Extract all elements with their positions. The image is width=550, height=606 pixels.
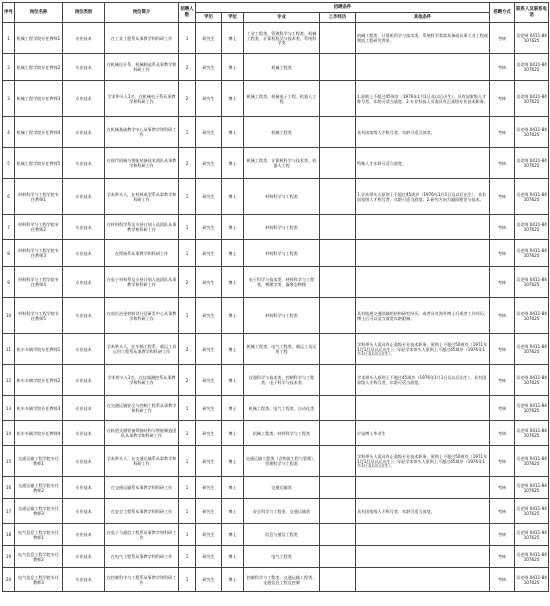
header-name: 岗位名称: [15, 3, 63, 23]
cell-education: 研究生: [196, 215, 222, 240]
cell-seq: 14: [3, 421, 15, 446]
cell-education: 研究生: [196, 148, 222, 179]
cell-contact: 吴老师 0411-84107625: [515, 365, 549, 396]
cell-other: [356, 267, 490, 298]
table-row: [3, 524, 549, 546]
cell-contact: 吴老师 0411-84107625: [515, 421, 549, 446]
cell-degree: 博士: [222, 267, 244, 298]
cell-method: 考核: [490, 23, 515, 54]
cell-seq: 9: [3, 267, 15, 298]
cell-method: 考核: [490, 421, 515, 446]
cell-intro: 在工业工程系从事教学和科研工作: [105, 23, 179, 54]
header-major: 专业: [244, 13, 320, 23]
cell-experience: [320, 334, 356, 365]
cell-method: 考核: [490, 568, 515, 592]
table-row: [3, 298, 549, 334]
cell-degree: 博士: [222, 179, 244, 215]
cell-other: 具有国家级人才称号者，年龄可适当放宽。: [356, 117, 490, 148]
cell-major: 机械工程类、计算机科学与技术类、机器人工程: [244, 148, 320, 179]
cell-contact: 吴老师 0411-84107625: [515, 334, 549, 365]
cell-other: 机械工程类、计算机科学与技术类、系统科学类需具备或从事工业工程或物流工程研究背景。: [356, 23, 490, 54]
cell-seq: 19: [3, 546, 15, 568]
cell-position-name: 机械工程学院专任教师2: [15, 54, 63, 81]
table-row: [3, 179, 549, 215]
cell-position-name: 材料科学与工程学院专任教师4: [15, 267, 63, 298]
cell-major: 材料科学与工程类: [244, 298, 320, 334]
cell-seq: 15: [3, 446, 15, 477]
cell-seq: 3: [3, 81, 15, 117]
cell-degree: 博士: [222, 477, 244, 499]
cell-method: 考核: [490, 546, 515, 568]
cell-position-name: 机械工程学院专任教师3: [15, 81, 63, 117]
cell-method: 考核: [490, 179, 515, 215]
cell-intro: 在交通运输安全与控制工程系从事教学和科研工作: [105, 396, 179, 421]
cell-category: 专业技术: [63, 267, 105, 298]
cell-major: 机械工程类: [244, 54, 320, 81]
cell-major: 电子科学与技术类、材料科学与工程类、物理学类、凝聚态物理: [244, 267, 320, 298]
table-row: [3, 446, 549, 477]
header-conditions: 招聘条件: [196, 3, 490, 13]
table-row: [3, 568, 549, 592]
cell-experience: [320, 477, 356, 499]
cell-seq: 20: [3, 568, 15, 592]
cell-major: 安全科学与工程类、交通运输类: [244, 499, 320, 524]
cell-education: 研究生: [196, 179, 222, 215]
cell-seq: 6: [3, 179, 15, 215]
cell-seq: 17: [3, 499, 15, 524]
cell-major: 机械工程类、电气工程类、自动化类: [244, 396, 320, 421]
cell-count: 1: [179, 215, 196, 240]
cell-degree: 博士: [222, 499, 244, 524]
cell-major: 控制科学与工程类、交通运输工程类、交通信息工程及控制: [244, 568, 320, 592]
cell-education: 研究生: [196, 499, 222, 524]
cell-position-name: 电气信息工程学院专任教师3: [15, 568, 63, 592]
cell-method: 考核: [490, 215, 515, 240]
cell-experience: [320, 298, 356, 334]
cell-degree: 博士: [222, 396, 244, 421]
cell-education: 研究生: [196, 421, 222, 446]
cell-education: 研究生: [196, 365, 222, 396]
cell-degree: 博士: [222, 23, 244, 54]
cell-intro: 在焊接系从事教学和科研工作: [105, 240, 179, 267]
cell-degree: 博士: [222, 215, 244, 240]
header-method: 招聘方式: [490, 3, 515, 23]
cell-education: 研究生: [196, 23, 222, 54]
cell-education: 研究生: [196, 334, 222, 365]
table-body: [3, 23, 549, 592]
cell-category: 专业技术: [63, 215, 105, 240]
cell-contact: 吴老师 0411-84107625: [515, 148, 549, 179]
cell-degree: 博士: [222, 298, 244, 334]
cell-method: 考核: [490, 298, 515, 334]
cell-intro: 在交通运输系从事教学和科研工作: [105, 477, 179, 499]
cell-seq: 18: [3, 524, 15, 546]
header-seq: 序号: [3, 3, 15, 23]
cell-seq: 11: [3, 334, 15, 365]
cell-position-name: 材料科学与工程学院专任教师3: [15, 240, 63, 267]
cell-intro: 在机械基础教学中心从事教学和科研工作: [105, 117, 179, 148]
cell-other: 1.学术带头人原则上不超过45周岁（1976年1月1日及以后出生），具有国家级人才称号者，年龄可适当放宽；2.研究方向为凝固理论与技术。: [356, 179, 490, 215]
cell-experience: [320, 54, 356, 81]
cell-count: 2: [179, 54, 196, 81]
cell-category: 专业技术: [63, 568, 105, 592]
cell-experience: [320, 81, 356, 117]
cell-count: 2: [179, 148, 196, 179]
cell-count: 1: [179, 240, 196, 267]
cell-other: [356, 568, 490, 592]
cell-contact: 吴老师 0411-84107625: [515, 396, 549, 421]
table-row: [3, 477, 549, 499]
table-row: [3, 215, 549, 240]
cell-category: 专业技术: [63, 23, 105, 54]
cell-count: 1: [179, 298, 196, 334]
cell-category: 专业技术: [63, 54, 105, 81]
cell-intro: 学术带头人1名、在机械电子系从事教学和科研工作: [105, 81, 179, 117]
cell-seq: 12: [3, 365, 15, 396]
table-row: [3, 148, 549, 179]
cell-count: 1: [179, 524, 196, 546]
cell-contact: 吴老师 0411-84107625: [515, 499, 549, 524]
cell-category: 专业技术: [63, 148, 105, 179]
cell-education: 研究生: [196, 54, 222, 81]
cell-count: 2: [179, 334, 196, 365]
cell-intro: 在轨道交通装备焊接结构与智能制造团队从事教学和科研工作: [105, 421, 179, 446]
cell-position-name: 机车车辆学院专任教师3: [15, 396, 63, 421]
cell-count: 1: [179, 446, 196, 477]
cell-count: 1: [179, 421, 196, 446]
cell-position-name: 材料科学与工程学院专任教师2: [15, 215, 63, 240]
cell-seq: 10: [3, 298, 15, 334]
cell-education: 研究生: [196, 477, 222, 499]
cell-category: 专业技术: [63, 117, 105, 148]
cell-education: 研究生: [196, 117, 222, 148]
cell-seq: 16: [3, 477, 15, 499]
cell-experience: [320, 148, 356, 179]
cell-experience: [320, 446, 356, 477]
cell-experience: [320, 23, 356, 54]
cell-degree: 博士: [222, 568, 244, 592]
cell-degree: 博士: [222, 148, 244, 179]
cell-experience: [320, 568, 356, 592]
cell-category: 专业技术: [63, 524, 105, 546]
cell-position-name: 材料科学与工程学院专任教师1: [15, 179, 63, 215]
cell-intro: 学术带头人，在车辆工程系、载运工具运用工程系从事教学和科研工作: [105, 334, 179, 365]
cell-other: 学科带头人需具有正高级专业技术职务，原则上不超过50周岁（1971年1月1日及以后出生）；年轻学术带头人原则上不超过45周岁（1976年1月1日及以后出生）。: [356, 446, 490, 477]
table-row: [3, 267, 549, 298]
cell-intro: 学术带头人、在交通运输系从事教学和科研工作: [105, 446, 179, 477]
cell-contact: 吴老师 0411-84107625: [515, 81, 549, 117]
cell-other: 学科带头人需具有正高级专业技术职务，原则上不超过50周岁（1971年1月1日及以后出生）；年轻学术带头人原则上不超过45周岁（1976年1月1日及以后出生）。: [356, 334, 490, 365]
header-education: 学历: [196, 13, 222, 23]
header-category: 岗位类别: [63, 3, 105, 23]
cell-method: 考核: [490, 148, 515, 179]
table-row: [3, 546, 549, 568]
cell-intro: 在电子材料系及支持计划人选团队从事教学和科研工作: [105, 267, 179, 298]
cell-major: 机械工程类、材料科学与工程类: [244, 421, 320, 446]
cell-contact: 吴老师 0411-84107625: [515, 546, 549, 568]
cell-other: 应届博士毕业生: [356, 421, 490, 446]
cell-count: 1: [179, 499, 196, 524]
cell-contact: 吴老师 0411-84107625: [515, 524, 549, 546]
cell-degree: 博士: [222, 446, 244, 477]
cell-experience: [320, 365, 356, 396]
cell-experience: [320, 240, 356, 267]
cell-other: [356, 524, 490, 546]
header-experience: 工作经历: [320, 13, 356, 23]
cell-major: 机械工程类、电气工程类、载运工具运用工程: [244, 334, 320, 365]
cell-degree: 博士: [222, 524, 244, 546]
cell-intro: 在现代机械与智能装备技术团队从事教学和科研工作: [105, 148, 179, 179]
cell-other: 具有轨道交通领域的材料研究经历，或者具有海外博士后或者工作经历，博士后可以适当放宽年龄限制。: [356, 298, 490, 334]
cell-experience: [320, 421, 356, 446]
cell-position-name: 电气信息工程学院专任教师1: [15, 524, 63, 546]
cell-position-name: 机车车辆学院专任教师2: [15, 365, 63, 396]
recruitment-table: [2, 2, 549, 592]
cell-method: 考核: [490, 396, 515, 421]
table-row: [3, 81, 549, 117]
cell-experience: [320, 117, 356, 148]
cell-major: 仪器科学与技术类、控制科学与工程类、电子科学与技术类: [244, 365, 320, 396]
cell-position-name: 交通运输工程学院专任教师1: [15, 446, 63, 477]
cell-experience: [320, 499, 356, 524]
cell-major: 信息与通信工程类: [244, 524, 320, 546]
cell-major: 材料科学与工程类: [244, 179, 320, 215]
cell-category: 专业技术: [63, 240, 105, 267]
cell-intro: 在控制科学与工程系从事教学和科研工作: [105, 568, 179, 592]
cell-experience: [320, 179, 356, 215]
cell-intro: 学术带头人1名、在仪器测控系从事教学和科研工作: [105, 365, 179, 396]
cell-education: 研究生: [196, 546, 222, 568]
header-contact: 联系人及联系电话: [515, 3, 549, 23]
cell-category: 专业技术: [63, 421, 105, 446]
cell-major: 材料科学与工程类: [244, 240, 320, 267]
cell-contact: 吴老师 0411-84107625: [515, 117, 549, 148]
cell-degree: 博士: [222, 117, 244, 148]
cell-method: 考核: [490, 240, 515, 267]
cell-education: 研究生: [196, 298, 222, 334]
cell-method: 考核: [490, 334, 515, 365]
cell-intro: 在材料科学系及支持计划人选团队从事教学和科研工作: [105, 215, 179, 240]
table-row: [3, 54, 549, 81]
cell-seq: 13: [3, 396, 15, 421]
cell-category: 专业技术: [63, 477, 105, 499]
header-count: 招聘人数: [179, 3, 196, 23]
cell-category: 专业技术: [63, 334, 105, 365]
cell-method: 考核: [490, 446, 515, 477]
cell-other: 具有国家级人才称号者，年龄可适当放宽。: [356, 499, 490, 524]
cell-contact: 吴老师 0411-84107625: [515, 477, 549, 499]
cell-major: 材料科学与工程类: [244, 215, 320, 240]
cell-experience: [320, 546, 356, 568]
cell-count: 1: [179, 396, 196, 421]
header-intro: 岗位简介: [105, 3, 179, 23]
cell-degree: 博士: [222, 240, 244, 267]
cell-category: 专业技术: [63, 365, 105, 396]
cell-seq: 5: [3, 148, 15, 179]
cell-position-name: 机械工程学院专任教师4: [15, 117, 63, 148]
cell-experience: [320, 215, 356, 240]
cell-experience: [320, 267, 356, 298]
cell-degree: 博士: [222, 546, 244, 568]
cell-position-name: 材料科学与工程学院专任教师5: [15, 298, 63, 334]
cell-education: 研究生: [196, 446, 222, 477]
cell-position-name: 机械工程学院专任教师5: [15, 148, 63, 179]
cell-method: 考核: [490, 477, 515, 499]
cell-seq: 4: [3, 117, 15, 148]
cell-other: [356, 546, 490, 568]
cell-degree: 博士: [222, 334, 244, 365]
table-row: [3, 117, 549, 148]
cell-intro: 在前沿冶金材料设计及研发中心从事教学和科研工作: [105, 298, 179, 334]
cell-major: 机械工程类、机械电子工程、机器人工程: [244, 81, 320, 117]
cell-count: 1: [179, 179, 196, 215]
cell-other: [356, 396, 490, 421]
cell-category: 专业技术: [63, 81, 105, 117]
table-row: [3, 396, 549, 421]
cell-position-name: 电气信息工程学院专任教师2: [15, 546, 63, 568]
cell-education: 研究生: [196, 240, 222, 267]
cell-degree: 博士: [222, 365, 244, 396]
cell-count: 2: [179, 267, 196, 298]
cell-contact: 吴老师 0411-84107625: [515, 23, 549, 54]
header-row-1: [3, 3, 549, 13]
cell-category: 专业技术: [63, 396, 105, 421]
cell-count: 1: [179, 546, 196, 568]
cell-intro: 在安全工程系从事教学和科研工作: [105, 499, 179, 524]
cell-category: 专业技术: [63, 546, 105, 568]
cell-education: 研究生: [196, 267, 222, 298]
cell-count: 1: [179, 568, 196, 592]
cell-contact: 吴老师 0411-84107625: [515, 54, 549, 81]
cell-education: 研究生: [196, 568, 222, 592]
cell-count: 1: [179, 117, 196, 148]
cell-seq: 2: [3, 54, 15, 81]
cell-method: 考核: [490, 267, 515, 298]
cell-other: 特殊人才年龄可适当放宽。: [356, 148, 490, 179]
cell-method: 考核: [490, 499, 515, 524]
cell-education: 研究生: [196, 396, 222, 421]
cell-education: 研究生: [196, 81, 222, 117]
cell-other: [356, 240, 490, 267]
cell-major: 电气工程类: [244, 546, 320, 568]
cell-contact: 吴老师 0411-84107625: [515, 568, 549, 592]
cell-seq: 8: [3, 240, 15, 267]
cell-category: 专业技术: [63, 298, 105, 334]
table-row: [3, 23, 549, 54]
cell-degree: 博士: [222, 54, 244, 81]
table-row: [3, 499, 549, 524]
cell-contact: 吴老师 0411-84107625: [515, 298, 549, 334]
recruitment-table-container: [2, 2, 548, 592]
cell-contact: 吴老师 0411-84107625: [515, 267, 549, 298]
cell-position-name: 机车车辆学院专任教师4: [15, 421, 63, 446]
header-other: 其他条件: [356, 13, 490, 23]
cell-other: 1.原则上不超过45周岁（1976年1月1日及以后出生），具有国家级人才称号者，年龄可适当放宽；2.专业科技人员需具有正高级专业技术职务。: [356, 81, 490, 117]
cell-major: 交通运输类: [244, 477, 320, 499]
cell-major: 交通运输工程类（含物流工程与管理）、管理科学与工程类: [244, 446, 320, 477]
cell-other: [356, 477, 490, 499]
cell-count: 1: [179, 23, 196, 54]
cell-seq: 7: [3, 215, 15, 240]
table-row: [3, 421, 549, 446]
cell-contact: 吴老师 0411-84107625: [515, 179, 549, 215]
table-row: [3, 240, 549, 267]
cell-count: 2: [179, 81, 196, 117]
cell-experience: [320, 524, 356, 546]
cell-other: 学术带头人原则上不超过45周岁（1976年1月1日及以后出生），具有国家级人才称号者，年龄可适当放宽。: [356, 365, 490, 396]
cell-degree: 博士: [222, 421, 244, 446]
cell-position-name: 交通运输工程学院专任教师3: [15, 499, 63, 524]
cell-contact: 吴老师 0411-84107625: [515, 240, 549, 267]
cell-major: 机械工程类: [244, 117, 320, 148]
header-degree: 学位: [222, 13, 244, 23]
cell-position-name: 机车车辆学院专任教师1: [15, 334, 63, 365]
cell-count: 2: [179, 365, 196, 396]
cell-category: 专业技术: [63, 499, 105, 524]
cell-education: 研究生: [196, 524, 222, 546]
cell-count: 1: [179, 477, 196, 499]
cell-category: 专业技术: [63, 446, 105, 477]
cell-other: [356, 215, 490, 240]
cell-experience: [320, 396, 356, 421]
cell-method: 考核: [490, 365, 515, 396]
cell-seq: 1: [3, 23, 15, 54]
cell-contact: 吴老师 0411-84107625: [515, 446, 549, 477]
cell-method: 考核: [490, 81, 515, 117]
cell-degree: 博士: [222, 81, 244, 117]
cell-position-name: 机械工程学院专任教师1: [15, 23, 63, 54]
cell-position-name: 交通运输工程学院专任教师2: [15, 477, 63, 499]
cell-contact: 吴老师 0411-84107625: [515, 215, 549, 240]
cell-category: 专业技术: [63, 179, 105, 215]
table-row: [3, 365, 549, 396]
cell-method: 考核: [490, 117, 515, 148]
cell-major: 工业工程类、管理科学与工程类、机械工程类、计算机科学与技术类、系统科学类: [244, 23, 320, 54]
cell-method: 考核: [490, 54, 515, 81]
cell-intro: 在电子与通信工程系从事教学和科研工作: [105, 524, 179, 546]
table-row: [3, 334, 549, 365]
cell-intro: 在机械设计系、机械制造系从事教学和科研工作: [105, 54, 179, 81]
cell-intro: 在电气工程系从事教学和科研工作: [105, 546, 179, 568]
cell-other: [356, 54, 490, 81]
cell-method: 考核: [490, 524, 515, 546]
cell-intro: 学术带头人，在材料成型系从事教学和科研工作: [105, 179, 179, 215]
